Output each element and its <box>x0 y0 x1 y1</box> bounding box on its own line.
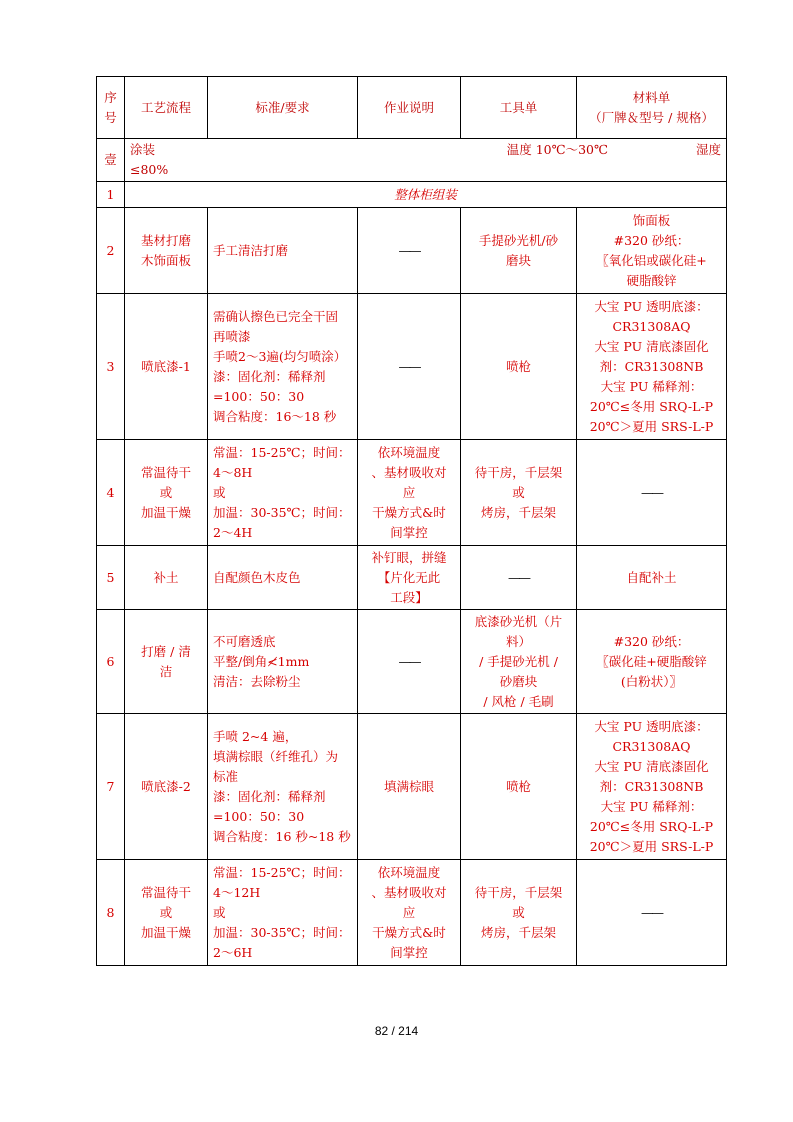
materials-cell-line: 大宝 PU 透明底漆： <box>594 718 709 734</box>
operation-cell <box>358 294 461 440</box>
materials-cell-line: 自配补土 <box>626 569 677 585</box>
header-standard-text: 标准/要求 <box>255 99 310 115</box>
standard-cell-line: 手喷2～3遍(均匀喷涂） <box>213 348 347 364</box>
tools-cell-line: / 手提砂光机 / <box>479 653 558 669</box>
materials-cell <box>577 860 727 966</box>
tools-cell-line: 喷枪 <box>505 778 531 794</box>
materials-cell-line: 大宝 PU 清底漆固化 <box>594 338 709 354</box>
operation-cell-line: —— <box>398 358 420 374</box>
row-number-text: 3 <box>106 358 115 374</box>
header-standard <box>208 77 358 139</box>
standard-cell-line: 漆：固化剂：稀释剂 <box>213 788 326 804</box>
process-cell-line: 或 <box>159 904 173 920</box>
operation-cell-line: 工段】 <box>390 589 428 605</box>
materials-cell-line: 20℃＞夏用 SRS-L-P <box>589 838 714 854</box>
materials-cell <box>577 714 727 860</box>
standard-cell-line: 调合粘度：16 秒~18 秒 <box>213 828 351 844</box>
row-number-text: 2 <box>106 242 115 258</box>
materials-cell-line: 剂：CR31308NB <box>599 358 704 374</box>
operation-cell <box>358 610 461 714</box>
process-cell <box>125 610 208 714</box>
standard-cell <box>208 610 358 714</box>
materials-cell-line: (白粉状）〗 <box>620 673 683 689</box>
materials-cell-line: 20℃≤冬用 SRQ-L-P <box>589 398 714 414</box>
standard-cell-line: 4～8H <box>213 464 253 480</box>
operation-cell-line: 填满棕眼 <box>383 778 434 794</box>
process-cell-line: 常温待干 <box>140 884 191 900</box>
operation-cell-line: 、基材吸收对 <box>371 464 447 480</box>
operation-cell-line: 干燥方式&时 <box>372 924 446 940</box>
operation-cell-line: 依环境温度 <box>377 444 441 460</box>
standard-cell-line: 填满棕眼（纤维孔）为 <box>213 748 339 764</box>
operation-cell <box>358 208 461 294</box>
standard-cell <box>208 860 358 966</box>
tools-cell-line: 喷枪 <box>505 358 531 374</box>
operation-cell-line: 补钉眼，拼缝 <box>371 549 447 565</box>
standard-cell-line: 常温：15-25℃；时间： <box>213 864 351 880</box>
header-row <box>97 77 727 139</box>
table-body <box>97 77 727 966</box>
materials-cell <box>577 294 727 440</box>
standard-cell-line: =100：50：30 <box>213 808 305 824</box>
row-number <box>97 294 125 440</box>
standard-cell-line: =100：50：30 <box>213 388 305 404</box>
tools-cell-line: 或 <box>512 484 525 500</box>
operation-cell-line: 应 <box>402 484 416 500</box>
operation-cell-line: —— <box>398 653 420 669</box>
tools-cell <box>461 546 577 610</box>
section-humidity-label: 湿度 <box>695 142 721 157</box>
standard-cell-line: 常温：15-25℃；时间： <box>213 444 351 460</box>
materials-cell-line: 大宝 PU 清底漆固化 <box>594 758 709 774</box>
tools-cell-line: 砂磨块 <box>499 673 538 689</box>
tools-cell-line: 或 <box>512 904 525 920</box>
standard-cell-line: 不可磨透底 <box>213 633 276 649</box>
process-table <box>96 76 727 966</box>
materials-cell-line: 饰面板 <box>632 212 671 228</box>
page-number: 82 / 214 <box>374 1024 419 1038</box>
process-cell <box>125 294 208 440</box>
standard-cell-line: 手工清洁打磨 <box>213 242 289 258</box>
process-cell-line: 木饰面板 <box>140 252 191 268</box>
materials-cell-line: 〖氧化铝或碳化硅+ <box>596 252 707 268</box>
materials-cell-line: #320 砂纸： <box>613 633 690 649</box>
standard-cell-line: 加温：30-35℃；时间： <box>213 504 351 520</box>
standard-cell-line: 4～12H <box>213 884 261 900</box>
process-cell <box>125 546 208 610</box>
materials-cell <box>577 208 727 294</box>
operation-cell <box>358 714 461 860</box>
row-number <box>97 546 125 610</box>
header-materials <box>577 77 727 139</box>
process-cell-line: 或 <box>159 484 173 500</box>
operation-cell <box>358 440 461 546</box>
standard-cell-line: 2～4H <box>213 524 253 540</box>
row-number-text: 8 <box>106 904 115 920</box>
section-no-text: 壹 <box>104 152 117 167</box>
operation-cell-line: 依环境温度 <box>377 864 441 880</box>
header-process <box>125 77 208 139</box>
header-tools <box>461 77 577 139</box>
tools-cell <box>461 208 577 294</box>
standard-cell-line: 漆：固化剂：稀释剂 <box>213 368 326 384</box>
materials-cell-line: 20℃≤冬用 SRQ-L-P <box>589 818 714 834</box>
standard-cell-line: 再喷漆 <box>213 328 251 344</box>
tools-cell-line: 手提砂光机/砂 <box>478 232 559 248</box>
tools-cell <box>461 440 577 546</box>
materials-cell-line: CR31308AQ <box>612 318 691 334</box>
materials-cell <box>577 610 727 714</box>
operation-cell <box>358 860 461 966</box>
table-row <box>97 182 727 208</box>
row-number-text: 7 <box>106 778 115 794</box>
header-tools-text: 工具单 <box>499 99 538 115</box>
materials-cell-line: #320 砂纸： <box>613 232 690 248</box>
standard-cell <box>208 714 358 860</box>
tools-cell <box>461 610 577 714</box>
table-row <box>97 714 727 860</box>
tools-cell-line: / 风枪 / 毛刷 <box>483 693 554 709</box>
process-cell <box>125 714 208 860</box>
header-no-text: 序号 <box>104 89 117 125</box>
tools-cell-line: 磨块 <box>505 252 531 268</box>
tools-cell <box>461 294 577 440</box>
materials-cell-line: —— <box>641 904 662 920</box>
process-cell-line: 喷底漆-1 <box>141 358 191 374</box>
row-number-text: 1 <box>106 186 115 202</box>
process-cell <box>125 208 208 294</box>
row-number <box>97 860 125 966</box>
section-row <box>97 139 727 182</box>
tools-cell-line: 料） <box>505 633 531 649</box>
tools-cell-line: 待干房，千层架 <box>474 464 563 480</box>
header-operation <box>358 77 461 139</box>
table-row <box>97 860 727 966</box>
process-cell <box>125 440 208 546</box>
tools-cell-line: 烤房，千层架 <box>480 924 556 940</box>
materials-cell-line: 20℃＞夏用 SRS-L-P <box>589 418 714 434</box>
section-info <box>125 139 727 182</box>
header-materials-text: 材料单 （厂牌＆型号 / 规格） <box>589 89 714 125</box>
materials-cell-line: 大宝 PU 稀释剂： <box>600 378 703 394</box>
row-number-text: 6 <box>106 653 115 669</box>
materials-cell-line: 硬脂酸锌 <box>626 272 677 288</box>
operation-cell-line: 应 <box>402 904 416 920</box>
section-humidity-value: ≤80% <box>130 162 169 177</box>
process-cell-line: 常温待干 <box>140 464 191 480</box>
row-number <box>97 714 125 860</box>
process-cell-line: 补土 <box>153 569 179 585</box>
table-row <box>97 294 727 440</box>
operation-cell-line: 间掌控 <box>390 944 428 960</box>
operation-cell-line: 【片化无此 <box>377 569 441 585</box>
tools-cell <box>461 714 577 860</box>
process-cell <box>125 860 208 966</box>
header-process-text: 工艺流程 <box>140 99 191 115</box>
standard-cell-line: 2～6H <box>213 944 253 960</box>
operation-cell-line: 、基材吸收对 <box>371 884 447 900</box>
standard-cell-line: 需确认擦色已完全干固 <box>213 308 339 324</box>
standard-cell <box>208 440 358 546</box>
standard-cell-line: 调合粘度：16～18 秒 <box>213 408 337 424</box>
table-row <box>97 440 727 546</box>
materials-cell <box>577 546 727 610</box>
operation-cell-line: 干燥方式&时 <box>372 504 446 520</box>
table-row <box>97 208 727 294</box>
standard-cell-line: 或 <box>213 484 226 500</box>
tools-cell-line: 底漆砂光机（片 <box>474 613 563 629</box>
materials-cell <box>577 440 727 546</box>
row-number <box>97 610 125 714</box>
operation-cell-line: 间掌控 <box>390 524 428 540</box>
tools-cell-line: 烤房，千层架 <box>480 504 556 520</box>
tools-cell-line: 待干房，千层架 <box>474 884 563 900</box>
process-cell-line: 打磨 / 清 <box>141 643 191 659</box>
standard-cell-line: 标准 <box>213 768 239 784</box>
tools-cell-line: —— <box>508 569 529 585</box>
section-temperature: 温度 10℃～30℃ <box>506 142 608 157</box>
standard-cell <box>208 546 358 610</box>
section-title-text: 整体柜组装 <box>394 186 457 202</box>
materials-cell-line: 剂：CR31308NB <box>599 778 704 794</box>
materials-cell-line: CR31308AQ <box>612 738 691 754</box>
standard-cell-line: 自配颜色木皮色 <box>213 569 301 585</box>
header-operation-text: 作业说明 <box>383 99 434 115</box>
section-info-line <box>130 140 721 160</box>
row-number <box>97 208 125 294</box>
process-cell-line: 加温干燥 <box>140 504 191 520</box>
materials-cell-line: 大宝 PU 稀释剂： <box>600 798 703 814</box>
table-row <box>97 546 727 610</box>
row-number <box>97 182 125 208</box>
section-no <box>97 139 125 182</box>
process-cell-line: 喷底漆-2 <box>141 778 191 794</box>
tools-cell <box>461 860 577 966</box>
section-name: 涂装 <box>130 142 156 157</box>
process-cell-line: 基材打磨 <box>140 232 191 248</box>
materials-cell-line: 〖碳化硅+硬脂酸锌 <box>596 653 707 669</box>
standard-cell-line: 手喷 2~4 遍， <box>213 728 298 744</box>
header-no <box>97 77 125 139</box>
standard-cell-line: 加温：30-35℃；时间： <box>213 924 351 940</box>
process-cell-line: 加温干燥 <box>140 924 191 940</box>
row-number-text: 4 <box>106 484 115 500</box>
standard-cell-line: 平整/倒角≮1mm <box>213 653 310 669</box>
table-row <box>97 610 727 714</box>
section-title <box>125 182 727 208</box>
operation-cell <box>358 546 461 610</box>
materials-cell-line: 大宝 PU 透明底漆： <box>594 298 709 314</box>
row-number <box>97 440 125 546</box>
process-cell-line: 洁 <box>159 663 173 679</box>
standard-cell <box>208 294 358 440</box>
standard-cell <box>208 208 358 294</box>
row-number-text: 5 <box>106 569 115 585</box>
standard-cell-line: 清洁：去除粉尘 <box>213 673 301 689</box>
operation-cell-line: —— <box>398 242 420 258</box>
materials-cell-line: —— <box>641 484 662 500</box>
standard-cell-line: 或 <box>213 904 226 920</box>
